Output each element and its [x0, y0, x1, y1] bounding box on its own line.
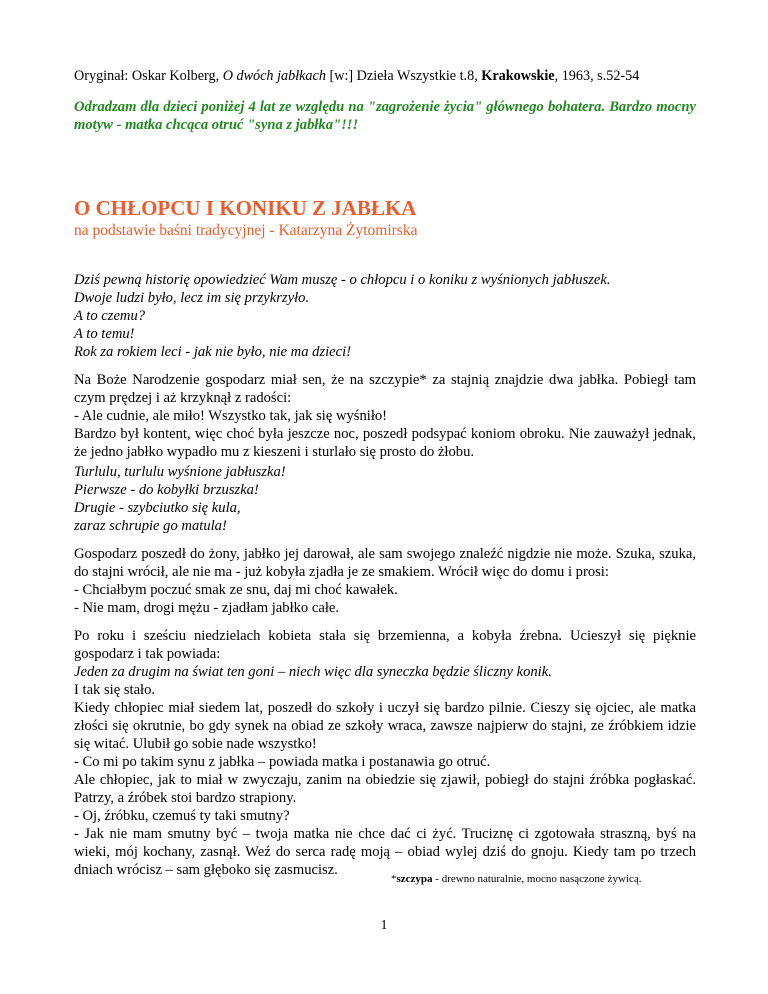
source-work-title: O dwóch jabłkach	[222, 68, 326, 84]
paragraph-foal	[74, 627, 696, 879]
verse-line: Rok za rokiem leci - jak nie było, nie ma dzieci!	[74, 344, 352, 360]
dialogue-line: - Oj, źróbku, czemuś ty taki smutny?	[74, 808, 290, 824]
paragraph-text: Na Boże Narodzenie gospodarz miał sen, że na szczypie* za stajnią znajdzie dwa jabłka. Pobiegł tam czym prędzej i aż krzyknął z radości:	[74, 372, 696, 406]
saying-line: Jeden za drugim na świat ten goni – niech więc dla syneczka będzie śliczny konik.	[74, 664, 552, 680]
paragraph-text: Kiedy chłopiec miał siedem lat, poszedł do szkoły i uczył się bardzo pilnie. Cieszy się ojciec, ale matka złości się okrutnie, bo gdy synek na obiad ze szkoły wraca, zawsze najpierw do stajni, ze źróbkiem idzie się witać. Ulubił go sobie nade wszystko!	[74, 700, 696, 752]
verse-line: Dziś pewną historię opowiedzieć Wam muszę - o chłopcu i o koniku z wyśnionych jabłuszek.	[74, 272, 611, 288]
dialogue-line: - Ale cudnie, ale miło! Wszystko tak, jak się wyśniło!	[74, 408, 388, 424]
paragraph-text: Bardzo był kontent, więc choć była jeszcze noc, poszedł podsypać koniom obroku. Nie zauważył jednak, że jedno jabłko wypadło mu z kieszeni i sturlało się prosto do żłobu.	[74, 426, 696, 460]
paragraph-text: Gospodarz poszedł do żony, jabłko jej darował, ale sam swojego znaleźć nigdzie nie może. Szuka, szuka, do stajni wrócił, ale nie ma - już kobyła zjadła je ze smakiem. Wrócił więc do domu i prosi:	[74, 546, 696, 580]
paragraph-apple	[74, 545, 696, 617]
source-citation: Oryginał: Oskar Kolberg, O dwóch jabłkach [w:] Dzieła Wszystkie t.8, Krakowskie, 1963, s.52-54	[74, 68, 640, 84]
verse-line: Pierwsze - do kobyłki brzuszka!	[74, 482, 259, 498]
story-title: O CHŁOPCU I KONIKU Z JABŁKA	[74, 196, 417, 220]
paragraph-text: Po roku i sześciu niedzielach kobieta stała się brzemienna, a kobyła źrebna. Ucieszył się pięknie gospodarz i tak powiada:	[74, 628, 696, 662]
dialogue-line: - Chciałbym poczuć smak ze snu, daj mi choć kawałek.	[74, 582, 398, 598]
story-subtitle: na podstawie baśni tradycyjnej - Katarzyna Żytomirska	[74, 222, 418, 239]
intro-verse	[74, 271, 696, 361]
age-warning: Odradzam dla dzieci poniżej 4 lat ze względu na "zagrożenie życia" głównego bohatera. Bardzo mocny motyw - matka chcąca otruć "syna z jabłka"!!!	[74, 99, 696, 133]
paragraph-dream	[74, 371, 696, 461]
verse-line: zaraz schrupie go matula!	[74, 518, 227, 534]
verse-line: Turlulu, turlulu wyśnione jabłuszka!	[74, 464, 286, 480]
footnote: *szczypa - drewno naturalnie, mocno nasączone żywicą.	[391, 873, 642, 885]
verse-line: A to temu!	[74, 326, 135, 342]
paragraph-text: I tak się stało.	[74, 682, 156, 698]
footnote-term: szczypa	[396, 873, 433, 885]
dialogue-line: - Nie mam, drogi mężu - zjadłam jabłko całe.	[74, 600, 340, 616]
source-region: Krakowskie	[481, 68, 555, 84]
song-verse	[74, 463, 696, 535]
verse-line: A to czemu?	[74, 308, 146, 324]
dialogue-line: - Co mi po takim synu z jabłka – powiada matka i postanawia go otruć.	[74, 754, 491, 770]
page-number: 1	[380, 918, 388, 933]
verse-line: Drugie - szybciutko się kula,	[74, 500, 241, 516]
paragraph-text: Ale chłopiec, jak to miał w zwyczaju, zanim na obiedzie się zjawił, pobiegł do stajni źróbka pogłaskać. Patrzy, a źróbek stoi bardzo strapiony.	[74, 772, 696, 806]
dialogue-line: - Jak nie mam smutny być – twoja matka nie chce dać ci żyć. Truciznę ci zgotowała straszną, byś na wieki, mój kochany, zasnął. Weź do serca radę moją – obiad wylej dziś do gnoju. Kiedy tam po trzech dniach wrócisz – sam głęboko się zasmucisz.	[74, 826, 696, 878]
verse-line: Dwoje ludzi było, lecz im się przykrzyło.	[74, 290, 310, 306]
